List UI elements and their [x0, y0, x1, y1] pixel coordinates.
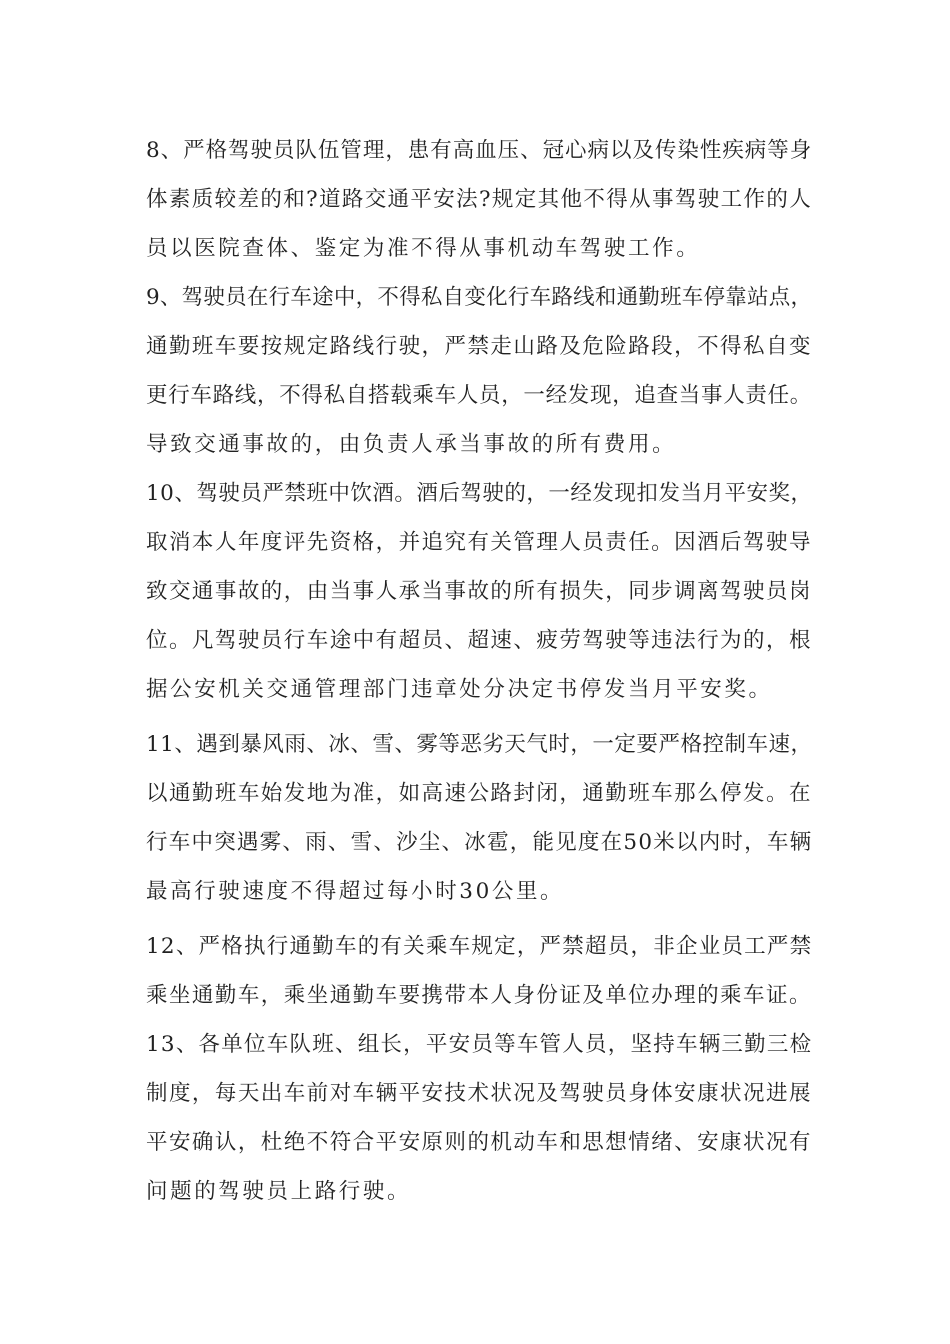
text-line: 9、驾驶员在行车途中，不得私自变化行车路线和通勤班车停靠站点， — [146, 285, 813, 310]
text-line: 13、各单位车队班、组长，平安员等车管人员，坚持车辆三勤三检 — [146, 1032, 813, 1057]
text-line: 8、严格驾驶员队伍管理，患有高血压、冠心病以及传染性疾病等身 — [146, 138, 813, 163]
text-line: 最高行驶速度不得超过每小时30公里。 — [146, 879, 565, 904]
text-line: 取消本人年度评先资格，并追究有关管理人员责任。因酒后驾驶导 — [146, 530, 812, 555]
text-line: 问题的驾驶员上路行驶。 — [146, 1179, 412, 1204]
text-line: 位。凡驾驶员行车途中有超员、超速、疲劳驾驶等违法行为的，根 — [146, 628, 812, 653]
text-line: 致交通事故的，由当事人承当事故的所有损失，同步调离驾驶员岗 — [146, 579, 812, 604]
text-line: 11、遇到暴风雨、冰、雪、雾等恶劣天气时，一定要严格控制车速， — [146, 732, 813, 757]
text-line: 平安确认，杜绝不符合平安原则的机动车和思想情绪、安康状况有 — [146, 1130, 812, 1155]
text-line: 通勤班车要按规定路线行驶，严禁走山路及危险路段，不得私自变 — [146, 334, 812, 359]
text-line: 体素质较差的和?道路交通平安法?规定其他不得从事驾驶工作的人 — [146, 187, 813, 212]
text-line: 10、驾驶员严禁班中饮酒。酒后驾驶的，一经发现扣发当月平安奖， — [146, 481, 813, 506]
text-line: 12、严格执行通勤车的有关乘车规定，严禁超员，非企业员工严禁 — [146, 934, 813, 959]
text-line: 行车中突遇雾、雨、雪、沙尘、冰雹，能见度在50米以内时，车辆 — [146, 830, 813, 855]
text-line: 员以医院查体、鉴定为准不得从事机动车驾驶工作。 — [146, 236, 701, 261]
text-line: 据公安机关交通管理部门违章处分决定书停发当月平安奖。 — [146, 677, 773, 702]
text-line: 制度，每天出车前对车辆平安技术状况及驾驶员身体安康状况进展 — [146, 1081, 812, 1106]
text-line: 乘坐通勤车，乘坐通勤车要携带本人身份证及单位办理的乘车证。 — [146, 983, 812, 1008]
text-line: 导致交通事故的，由负责人承当事故的所有费用。 — [146, 432, 677, 457]
text-line: 以通勤班车始发地为准，如高速公路封闭，通勤班车那么停发。在 — [146, 781, 812, 806]
text-line: 更行车路线，不得私自搭载乘车人员，一经发现，追查当事人责任。 — [146, 383, 813, 408]
